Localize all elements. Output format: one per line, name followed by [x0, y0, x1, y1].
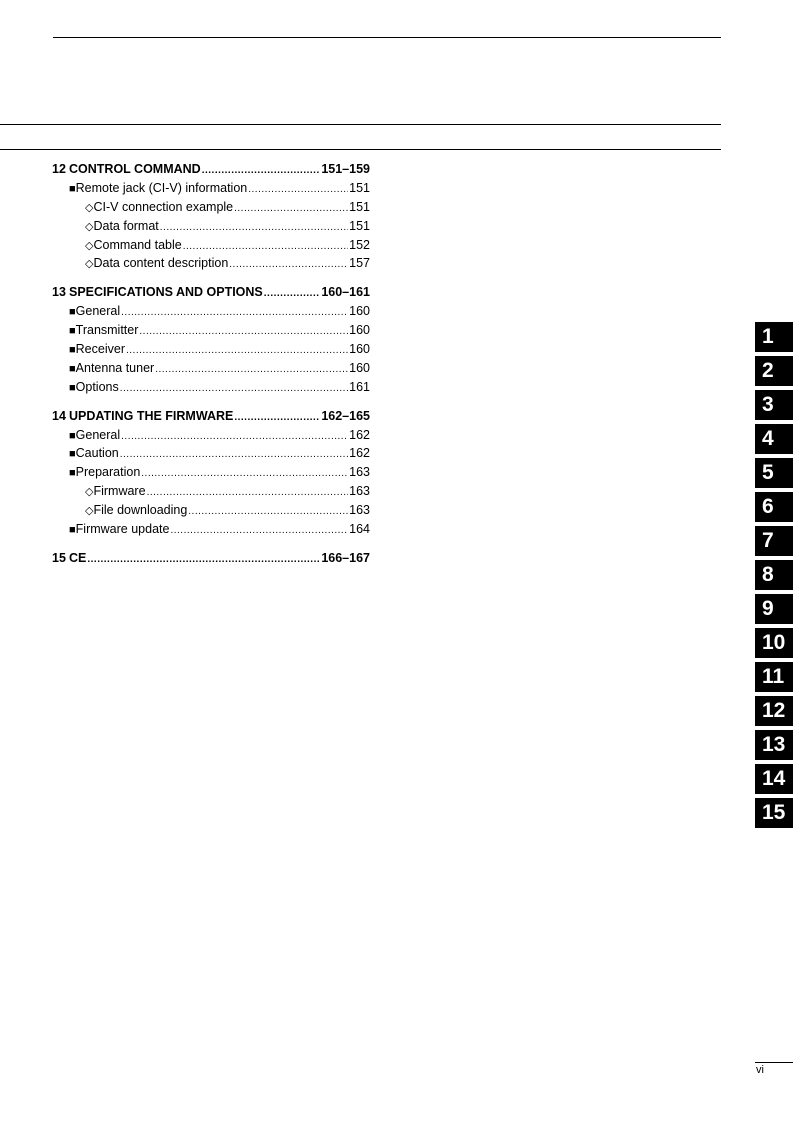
entry-page: 160 [349, 323, 370, 338]
chapter-tabs [755, 322, 793, 832]
toc-entry[interactable] [52, 217, 370, 236]
chapter-number: 13 [52, 285, 66, 300]
entry-page: 163 [349, 484, 370, 499]
footer-rule [755, 1062, 793, 1063]
chapter-title: CONTROL COMMAND [69, 162, 201, 176]
entry-label: Caution [75, 446, 119, 461]
toc-entry[interactable] [52, 302, 370, 321]
square-bullet-icon [69, 179, 76, 199]
header-rule-upper [0, 124, 721, 125]
entry-page: 162 [349, 446, 370, 461]
entry-page: 160 [349, 360, 370, 375]
chapter-tab[interactable]: 10 [755, 628, 793, 658]
chapter-tab[interactable]: 14 [755, 764, 793, 794]
leader-dots [229, 256, 348, 275]
leader-dots [120, 380, 348, 399]
chapter-tab[interactable]: 8 [755, 560, 793, 590]
chapter-tab[interactable]: 3 [755, 390, 793, 420]
leader-dots [160, 219, 348, 238]
toc-entry[interactable] [52, 378, 370, 397]
entry-page: 160 [349, 342, 370, 357]
toc-entry[interactable] [52, 501, 370, 520]
entry-label: Firmware [93, 484, 146, 499]
toc-entry[interactable] [52, 520, 370, 539]
entry-page: 152 [349, 237, 370, 252]
leader-dots [155, 361, 348, 380]
diamond-bullet-icon [85, 236, 93, 256]
chapter-pages: 166–167 [321, 550, 370, 565]
entry-label: Command table [93, 237, 182, 252]
square-bullet-icon [69, 378, 76, 398]
diamond-bullet-icon [85, 482, 93, 502]
toc-entry[interactable] [52, 482, 370, 501]
toc-entry[interactable] [52, 359, 370, 378]
toc-entry[interactable] [52, 179, 370, 198]
leader-dots [141, 465, 348, 484]
header-rule-lower [0, 149, 721, 150]
toc-chapter-entry[interactable] [52, 407, 370, 426]
square-bullet-icon [69, 302, 76, 322]
chapter-pages: 162–165 [321, 408, 370, 423]
chapter-tab[interactable]: 4 [755, 424, 793, 454]
chapter-pages: 151–159 [321, 162, 370, 176]
entry-label: File downloading [93, 503, 188, 518]
leader-dots [234, 200, 348, 219]
chapter-tab[interactable]: 9 [755, 594, 793, 624]
entry-label: Data format [93, 218, 159, 233]
toc-chapter-entry[interactable] [52, 549, 370, 568]
leader-dots [234, 409, 320, 428]
square-bullet-icon [69, 359, 76, 379]
table-of-contents [52, 160, 370, 578]
chapter-number: 12 [52, 162, 66, 176]
entry-label: Firmware update [75, 522, 170, 537]
entry-label: Preparation [75, 465, 141, 480]
entry-label: Options [75, 379, 119, 394]
entry-label: Transmitter [75, 323, 139, 338]
chapter-pages: 160–161 [321, 285, 370, 300]
square-bullet-icon [69, 463, 76, 483]
chapter-tab[interactable]: 12 [755, 696, 793, 726]
toc-entry[interactable] [52, 321, 370, 340]
entry-page: 163 [349, 503, 370, 518]
toc-section [52, 549, 370, 568]
chapter-tab[interactable]: 7 [755, 526, 793, 556]
entry-page: 162 [349, 427, 370, 442]
chapter-title: SPECIFICATIONS AND OPTIONS [69, 285, 263, 300]
leader-dots [139, 323, 348, 342]
leader-dots [264, 285, 321, 304]
square-bullet-icon [69, 340, 76, 360]
toc-entry[interactable] [52, 444, 370, 463]
entry-page: 163 [349, 465, 370, 480]
entry-page: 151 [349, 180, 370, 195]
toc-entry[interactable] [52, 340, 370, 359]
toc-section [52, 407, 370, 539]
leader-dots [120, 446, 348, 465]
toc-entry[interactable] [52, 198, 370, 217]
toc-entry[interactable] [52, 254, 370, 273]
entry-label: CI-V connection example [93, 199, 234, 214]
chapter-tab[interactable]: 15 [755, 798, 793, 828]
toc-section [52, 160, 370, 273]
entry-label: Data content description [93, 256, 229, 271]
chapter-number: 15 [52, 550, 66, 565]
leader-dots [121, 304, 348, 323]
diamond-bullet-icon [85, 254, 93, 274]
chapter-tab[interactable]: 13 [755, 730, 793, 760]
toc-entry[interactable] [52, 236, 370, 255]
entry-page: 157 [349, 256, 370, 271]
page-number: vi [756, 1064, 764, 1076]
entry-page: 151 [349, 218, 370, 233]
square-bullet-icon [69, 321, 76, 341]
entry-label: Remote jack (CI-V) information [75, 180, 248, 195]
chapter-title: CE [69, 550, 87, 565]
chapter-number: 14 [52, 408, 66, 423]
entry-label: Receiver [75, 342, 125, 357]
entry-page: 151 [349, 199, 370, 214]
leader-dots [188, 503, 348, 522]
leader-dots [121, 428, 348, 447]
toc-entry[interactable] [52, 463, 370, 482]
toc-chapter-entry[interactable] [52, 283, 370, 302]
chapter-tab[interactable]: 6 [755, 492, 793, 522]
leader-dots [170, 522, 348, 541]
leader-dots [248, 181, 348, 200]
square-bullet-icon [69, 520, 76, 540]
square-bullet-icon [69, 426, 76, 446]
diamond-bullet-icon [85, 198, 93, 218]
toc-section [52, 283, 370, 396]
chapter-tab[interactable]: 1 [755, 322, 793, 352]
toc-chapter-entry[interactable] [52, 160, 370, 179]
entry-page: 161 [349, 379, 370, 394]
top-rule [53, 37, 721, 38]
chapter-tab[interactable]: 11 [755, 662, 793, 692]
entry-label: General [75, 427, 121, 442]
entry-label: General [75, 304, 121, 319]
diamond-bullet-icon [85, 501, 93, 521]
toc-entry[interactable] [52, 426, 370, 445]
square-bullet-icon [69, 444, 76, 464]
entry-page: 164 [349, 522, 370, 537]
entry-page: 160 [349, 304, 370, 319]
diamond-bullet-icon [85, 217, 93, 237]
chapter-tab[interactable]: 2 [755, 356, 793, 386]
chapter-tab[interactable]: 5 [755, 458, 793, 488]
chapter-title: UPDATING THE FIRMWARE [69, 408, 234, 423]
leader-dots [87, 551, 320, 570]
leader-dots [126, 342, 348, 361]
entry-label: Antenna tuner [75, 360, 155, 375]
